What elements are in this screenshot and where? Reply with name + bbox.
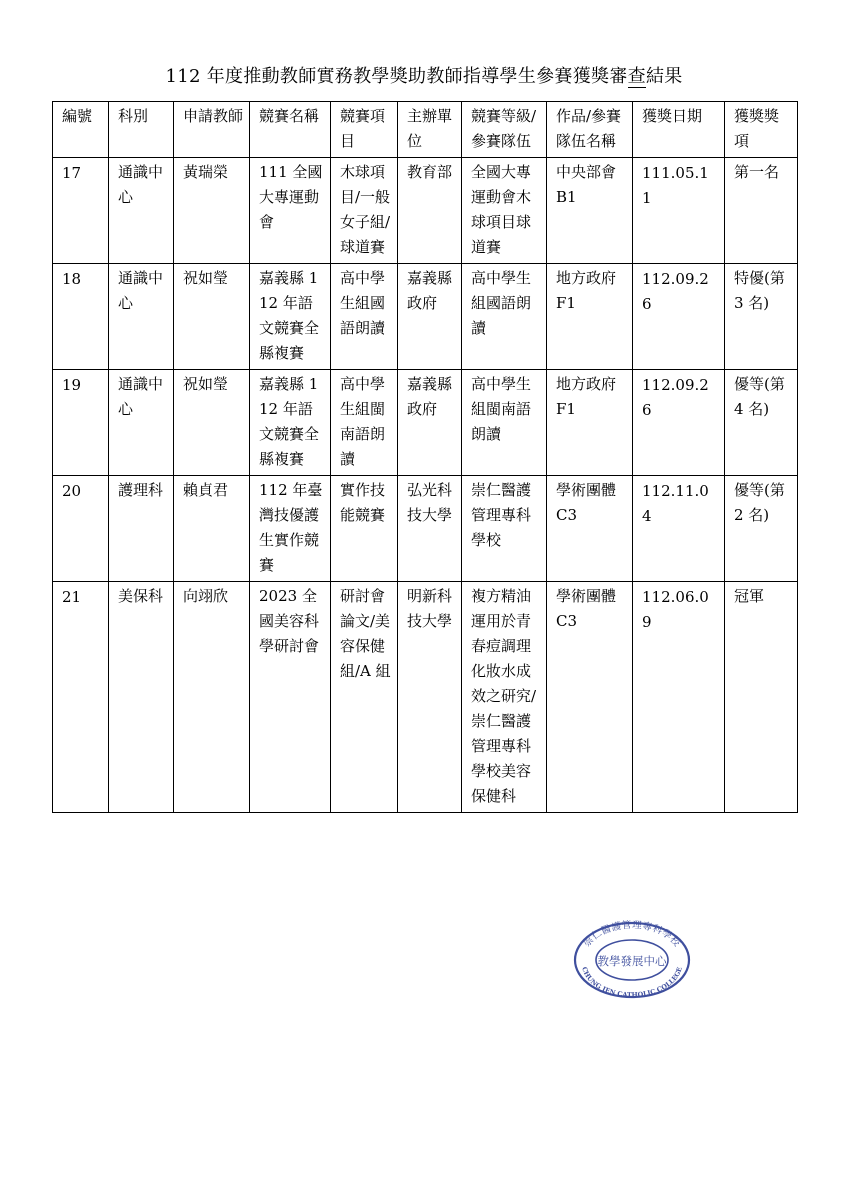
cell-teacher: 祝如瑩 (174, 264, 250, 370)
cell-department: 護理科 (109, 476, 174, 582)
cell-award: 第一名 (725, 158, 798, 264)
cell-competition: 112 年臺灣技優護生實作競賽 (250, 476, 331, 582)
cell-award: 優等(第 2 名) (725, 476, 798, 582)
cell-date: 112.09.26 (633, 370, 725, 476)
cell-event: 高中學生組國語朗讀 (331, 264, 398, 370)
table-header-row (53, 102, 798, 158)
cell-teacher: 賴貞君 (174, 476, 250, 582)
header-cell: 申請教師 (174, 102, 250, 158)
header-cell: 競賽等級/參賽隊伍 (462, 102, 547, 158)
header-cell: 編號 (53, 102, 109, 158)
cell-level: 高中學生組國語朗讀 (462, 264, 547, 370)
seal-bottom-text: CHUNG JEN CATHOLIC COLLEGE (580, 966, 684, 1000)
title-suffix: 結果 (645, 66, 683, 87)
cell-number: 20 (53, 476, 109, 582)
cell-department: 美保科 (109, 582, 174, 813)
document-title (0, 62, 848, 88)
header-cell: 競賽名稱 (250, 102, 331, 158)
cell-competition: 2023 全國美容科學研討會 (250, 582, 331, 813)
cell-level: 高中學生組閩南語朗讀 (462, 370, 547, 476)
header-cell: 作品/參賽隊伍名稱 (547, 102, 633, 158)
cell-work: 地方政府 F1 (547, 370, 633, 476)
cell-level: 崇仁醫護管理專科學校 (462, 476, 547, 582)
cell-teacher: 祝如瑩 (174, 370, 250, 476)
cell-competition: 嘉義縣 112 年語文競賽全縣複賽 (250, 370, 331, 476)
cell-work: 地方政府 F1 (547, 264, 633, 370)
header-cell: 競賽項目 (331, 102, 398, 158)
college-seal-stamp (572, 920, 692, 1000)
cell-event: 研討會論文/美容保健組/A 組 (331, 582, 398, 813)
cell-level: 全國大專運動會木球項目球道賽 (462, 158, 547, 264)
cell-number: 17 (53, 158, 109, 264)
cell-organizer: 嘉義縣政府 (398, 264, 462, 370)
cell-teacher: 向翊欣 (174, 582, 250, 813)
title-underlined-char: 查 (627, 66, 646, 87)
cell-work: 學術團體 C3 (547, 582, 633, 813)
cell-organizer: 教育部 (398, 158, 462, 264)
table-row (53, 264, 798, 370)
header-cell: 主辦單位 (398, 102, 462, 158)
header-cell: 獲獎日期 (633, 102, 725, 158)
cell-number: 21 (53, 582, 109, 813)
award-results-table (52, 101, 798, 813)
cell-organizer: 明新科技大學 (398, 582, 462, 813)
table-row (53, 158, 798, 264)
table-row (53, 370, 798, 476)
header-cell: 獲獎獎項 (725, 102, 798, 158)
cell-award: 優等(第 4 名) (725, 370, 798, 476)
seal-center-text: 教學發展中心 (597, 954, 667, 968)
cell-award: 冠軍 (725, 582, 798, 813)
cell-competition: 嘉義縣 112 年語文競賽全縣複賽 (250, 264, 331, 370)
table-row (53, 476, 798, 582)
cell-event: 實作技能競賽 (331, 476, 398, 582)
header-cell: 科別 (109, 102, 174, 158)
cell-number: 19 (53, 370, 109, 476)
cell-teacher: 黃瑞榮 (174, 158, 250, 264)
cell-work: 中央部會 B1 (547, 158, 633, 264)
cell-date: 111.05.11 (633, 158, 725, 264)
cell-date: 112.06.09 (633, 582, 725, 813)
cell-event: 木球項目/一般女子組/球道賽 (331, 158, 398, 264)
cell-department: 通識中心 (109, 158, 174, 264)
cell-department: 通識中心 (109, 264, 174, 370)
seal-outer-text: 崇仁醫護管理專科學校 (581, 920, 683, 950)
cell-event: 高中學生組閩南語朗讀 (331, 370, 398, 476)
cell-award: 特優(第 3 名) (725, 264, 798, 370)
cell-work: 學術團體 C3 (547, 476, 633, 582)
cell-competition: 111 全國大專運動會 (250, 158, 331, 264)
cell-date: 112.11.04 (633, 476, 725, 582)
cell-date: 112.09.26 (633, 264, 725, 370)
cell-department: 通識中心 (109, 370, 174, 476)
cell-level: 複方精油運用於青春痘調理化妝水成效之研究/崇仁醫護管理專科學校美容保健科 (462, 582, 547, 813)
table-row (53, 582, 798, 813)
cell-organizer: 嘉義縣政府 (398, 370, 462, 476)
cell-number: 18 (53, 264, 109, 370)
cell-organizer: 弘光科技大學 (398, 476, 462, 582)
title-prefix: 112 年度推動教師實務教學獎助教師指導學生參賽獲獎審 (165, 66, 628, 87)
